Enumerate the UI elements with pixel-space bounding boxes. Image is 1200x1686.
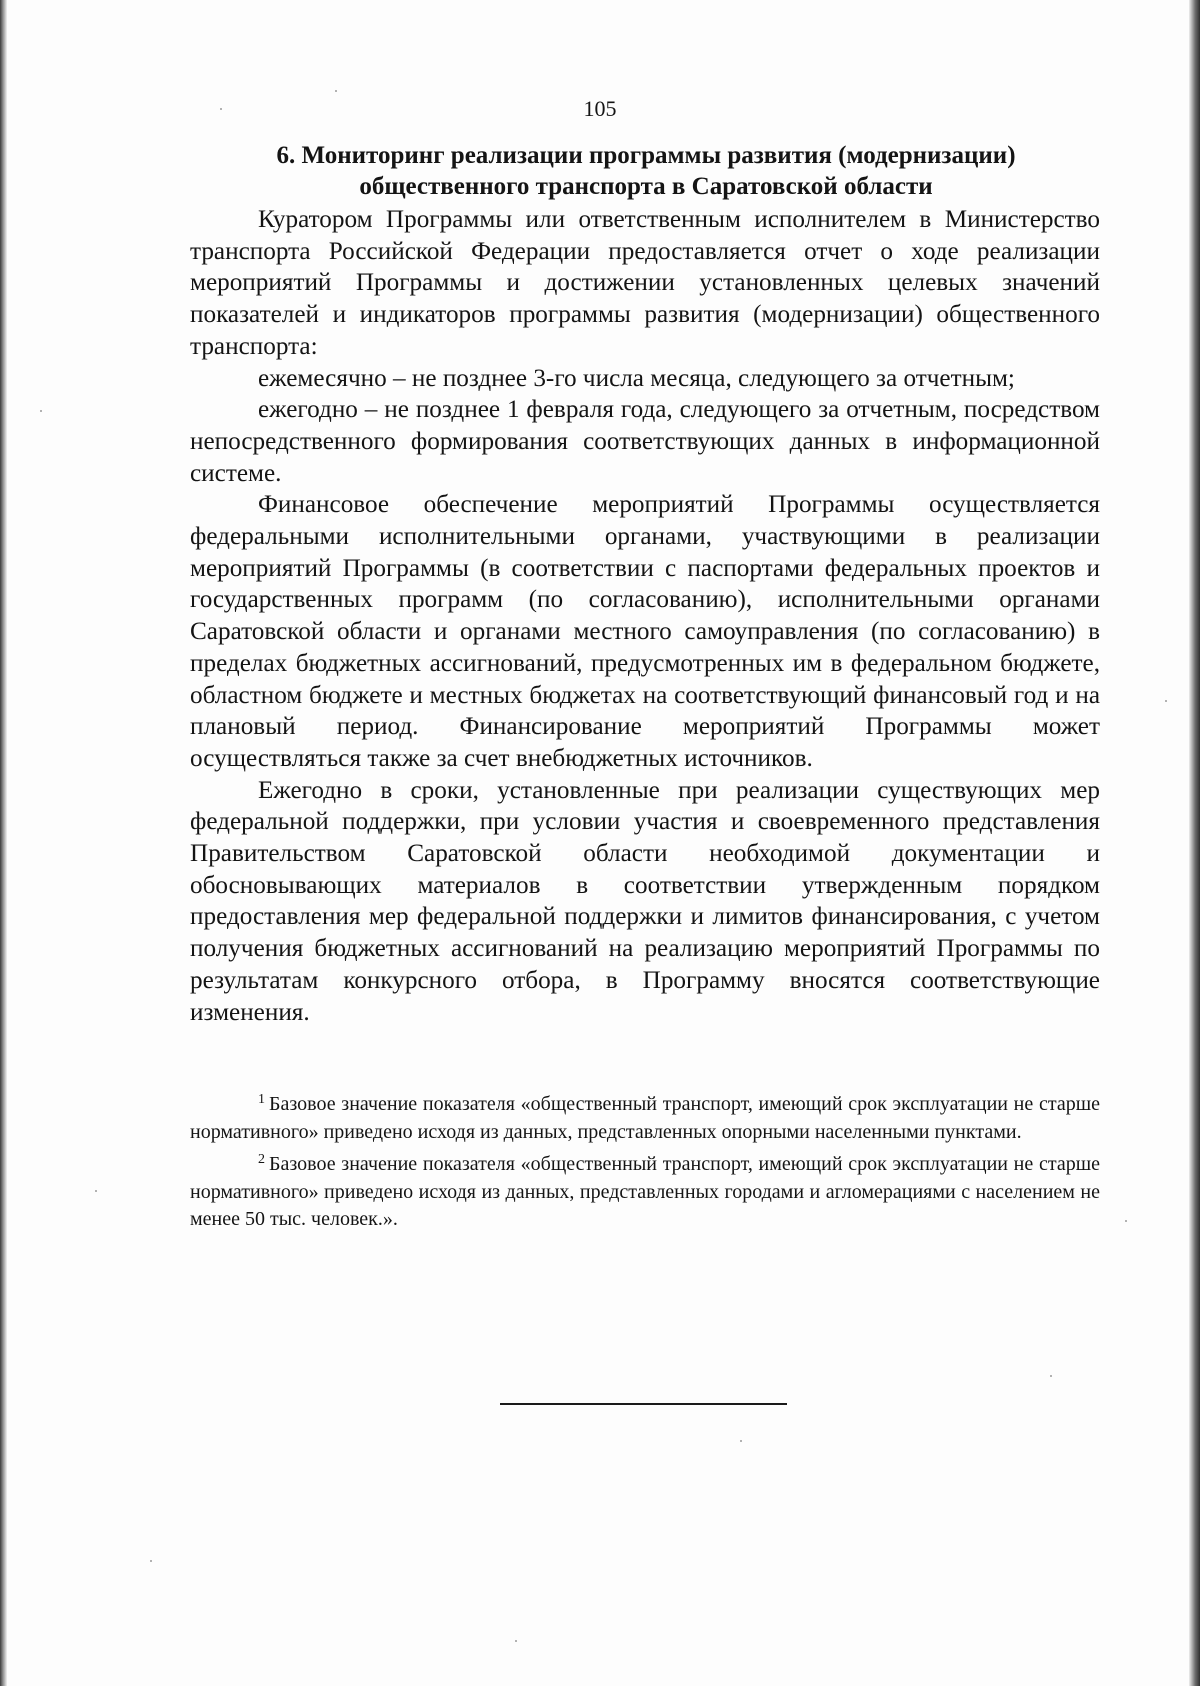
- footnote-marker: 2: [258, 1152, 265, 1167]
- scan-speck: [40, 410, 42, 412]
- scan-speck: [1165, 700, 1167, 702]
- footnote: [190, 1086, 1100, 1146]
- scan-speck: [1050, 1375, 1052, 1377]
- scan-speck: [1125, 1220, 1127, 1222]
- scan-speck: [740, 1440, 742, 1442]
- footnote: [190, 1146, 1100, 1234]
- footnote-text: Базовое значение показателя «общественный транспорт, имеющий срок эксплуатации не старше нормативного» приведено исходя из данных, представленных опорными населенными пунктами.: [190, 1093, 1100, 1143]
- paragraph: Куратором Программы или ответственным исполнителем в Министерство транспорта Российской Федерации предоставляется отчет о ходе реализации мероприятий Программы и достижении установленных целевых значений показателей и индикаторов программы развития (модернизации) общественного транспорта:: [190, 206, 1100, 360]
- scan-speck: [335, 90, 337, 92]
- footnote-marker: 1: [258, 1092, 265, 1107]
- scan-speck: [515, 1640, 517, 1642]
- footnotes: [190, 1086, 1100, 1234]
- section-heading: [190, 140, 1102, 202]
- scan-edge-right: [1189, 0, 1200, 1686]
- body-text: [190, 204, 1100, 1028]
- paragraph: ежемесячно – не позднее 3-го числа месяца, следующего за отчетным;: [258, 364, 1015, 392]
- paragraph: Ежегодно в сроки, установленные при реализации существующих мер федеральной поддержки, при условии участия и своевременного представления Правительством Саратовской области необходимой документации и обосновывающих материалов в соответствии утвержденным порядком предоставления мер федеральной поддержки и лимитов финансирования, с учетом получения бюджетных ассигнований на реализацию мероприятий Программы по результатам конкурсного отбора, в Программу вносятся соответствующие изменения.: [190, 776, 1100, 1026]
- paragraph: ежегодно – не позднее 1 февраля года, следующего за отчетным, посредством непосредственного формирования соответствующих данных в информационной системе.: [190, 396, 1100, 487]
- footnote-text: Базовое значение показателя «общественный транспорт, имеющий срок эксплуатации не старше нормативного» приведено исходя из данных, представленных городами и агломерациями с населением не менее 50 тыс. человек.».: [190, 1153, 1100, 1230]
- section-heading-line-1: 6. Мониторинг реализации программы развития (модернизации): [276, 142, 1016, 169]
- scan-speck: [220, 108, 222, 110]
- paragraph: Финансовое обеспечение мероприятий Программы осуществляется федеральными исполнительными органами, участвующими в реализации мероприятий Программы (в соответствии с паспортами федеральных проектов и государственных программ (по согласованию), исполнительными органами Саратовской области и органами местного самоуправления (по согласованию) в пределах бюджетных ассигнований, предусмотренных им в федеральном бюджете, областном бюджете и местных бюджетах на соответствующий финансовый год и на плановый период. Финансирование мероприятий Программы может осуществляться также за счет внебюджетных источников.: [190, 491, 1100, 772]
- scan-speck: [95, 1190, 97, 1192]
- page-number: 105: [583, 96, 617, 121]
- end-rule: [500, 1403, 787, 1405]
- section-heading-line-2: общественного транспорта в Саратовской области: [359, 173, 933, 200]
- scan-speck: [150, 1560, 152, 1562]
- scan-edge-left: [0, 0, 7, 1686]
